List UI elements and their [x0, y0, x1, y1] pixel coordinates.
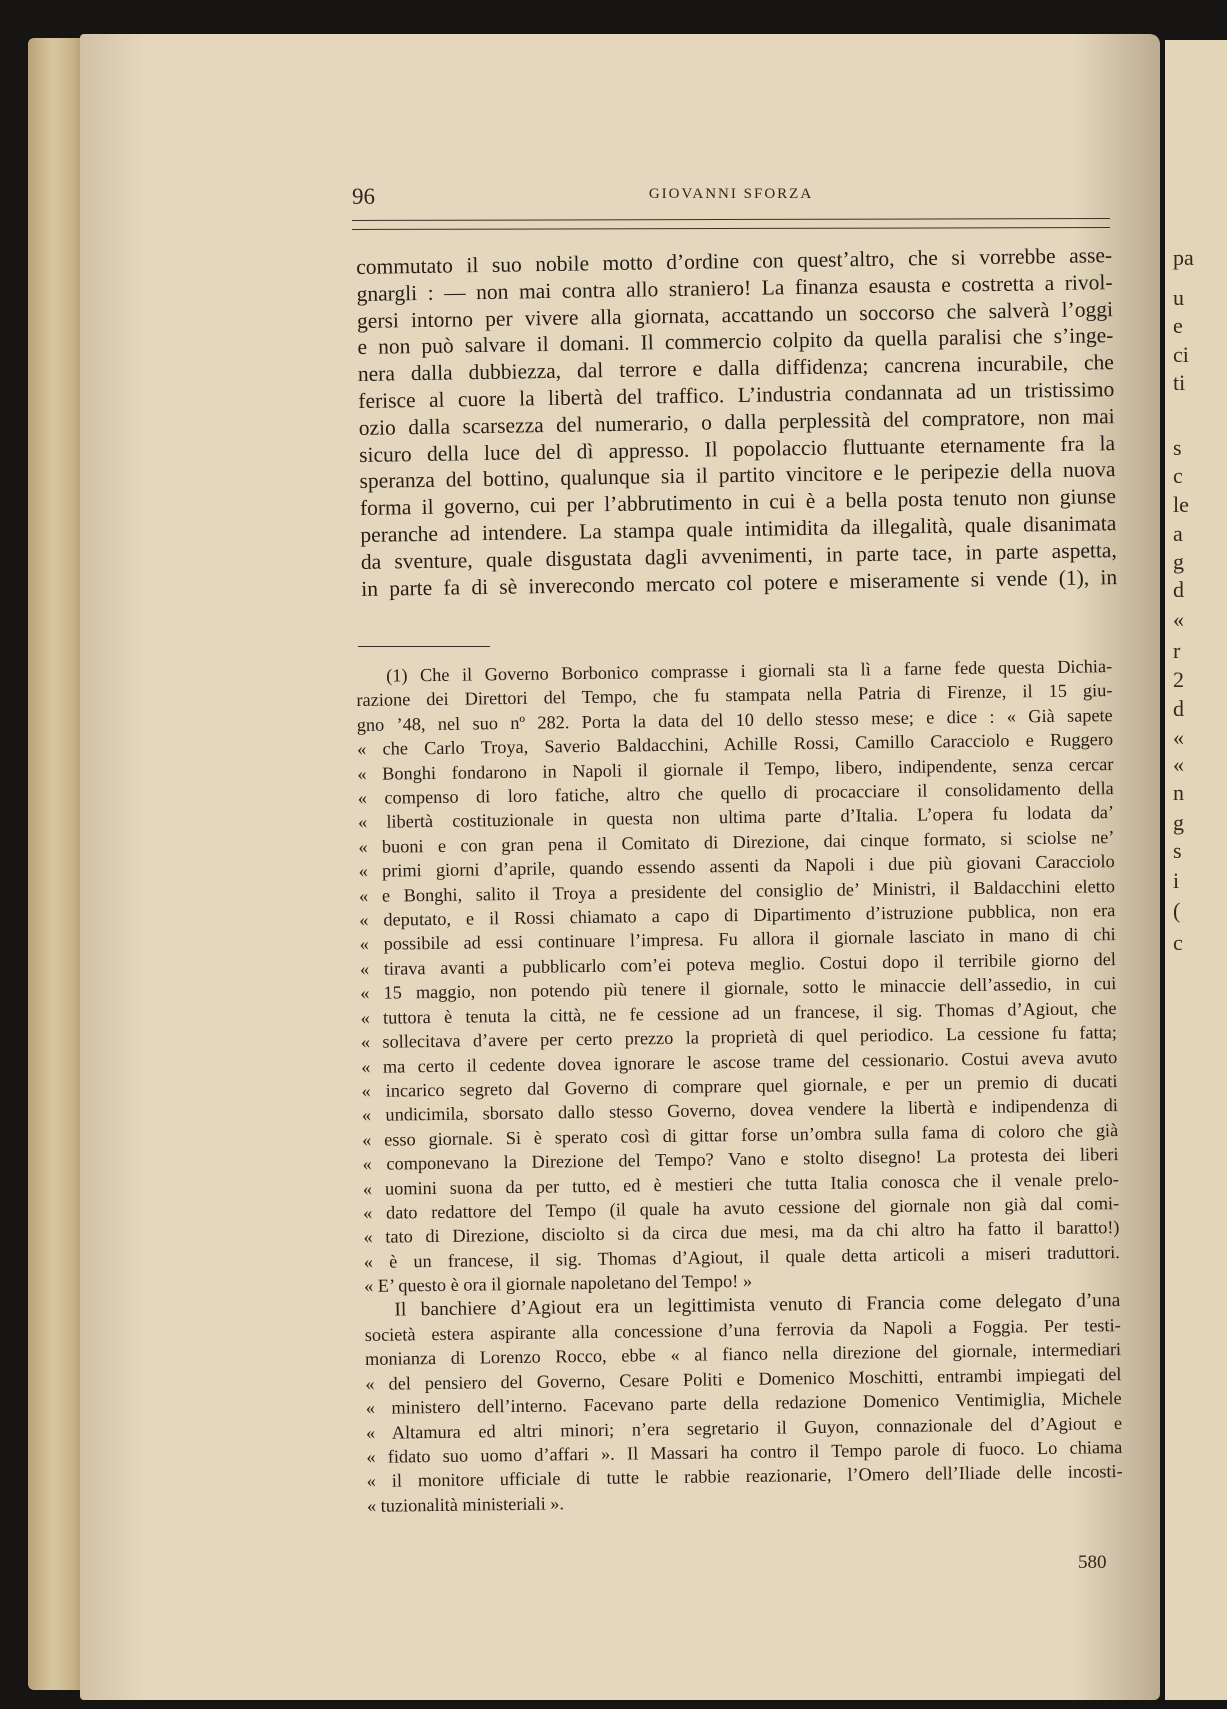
- text-line: gnargli : — non mai contra allo straniero! La finanza esausta e costretta a rivol-: [356, 269, 1113, 306]
- footnote-line: « ma certo il cedente dovea ignorare le ascose trame del cessionario. Costui aveva avuto: [361, 1046, 1118, 1077]
- footnote-line: « che Carlo Troya, Saverio Baldacchini, Achille Rossi, Camillo Caracciolo e Ruggero: [356, 729, 1114, 760]
- footnote-line: « sollecitava d’avere per certo prezzo la proprietà di quel periodico. La cessione fu fatta;: [360, 1022, 1118, 1053]
- footnote-line: « 15 maggio, non potendo più tenere il giornale, sotto le minaccie dell’assedio, in cui: [360, 973, 1117, 1004]
- footnote-line: « fidato suo uomo d’affari ». Il Massari ha contro il Tempo parole di fuoco. Lo chiama: [366, 1437, 1123, 1467]
- facing-page-fragment: d: [1173, 696, 1184, 721]
- footnote-line: « deputato, e il Rossi chiamato a capo di Dipartimento d’istruzione pubblica, non era: [359, 900, 1116, 931]
- footnote-line: « e Bonghi, salito il Troya a presidente del consiglio de’ Ministri, il Baldacchini eletto: [358, 875, 1116, 906]
- footnote-line: razione dei Direttori del Tempo, che fu stampata nella Patria di Firenze, il 15 giu-: [356, 680, 1113, 711]
- facing-page-fragment: d: [1173, 577, 1184, 602]
- footnote-line: « E’ questo è ora il giornale napoletano del Tempo! »: [364, 1271, 753, 1297]
- facing-page-fragment: c: [1173, 463, 1183, 488]
- footnote-line: « uomini suona da per tutto, ed è mestieri che tutta Italia conosca che il venale prelo-: [362, 1168, 1119, 1199]
- facing-page-fragment: i: [1173, 868, 1180, 893]
- page-number: 96: [352, 184, 375, 209]
- footnote-line: « tirava avanti a pubblicarlo com’ei poteva meglio. Costui dopo il terribile giorno del: [359, 948, 1117, 979]
- footnote-line: « Bonghi fondarono in Napoli il giornale il Tempo, libero, indipendente, senza cercar: [357, 753, 1114, 784]
- facing-page-fragment: g: [1173, 810, 1184, 835]
- text-line: in parte fa di sè inverecondo mercato col potere e miseramente si vende (1), in: [361, 564, 1118, 601]
- facing-page-fragment: n: [1173, 780, 1184, 805]
- footnote-line: « ministero dell’interno. Facevano parte della redazione Domenico Ventimiglia, Michele: [365, 1388, 1122, 1419]
- footnote-line: « dato redattore del Tempo (il quale ha avuto cessione del giornale non già dal comi-: [363, 1192, 1120, 1223]
- facing-page-edge: [1165, 40, 1227, 1700]
- footnote-line: « il monitore ufficiale di tutte le rabbie reazionarie, l’Omero dell’Iliade delle incosti-: [366, 1461, 1123, 1492]
- footnote-line: « buoni e con gran pena il Comitato di Direzione, dai cinque formato, si sciolse ne’: [358, 826, 1115, 857]
- footnote-rule: [358, 646, 490, 647]
- page-tab-mark: [942, 38, 963, 63]
- facing-page-fragment: c: [1173, 930, 1183, 955]
- facing-page-fragment: pa: [1173, 245, 1194, 270]
- facing-page-fragment: «: [1173, 752, 1184, 777]
- footnote-line: (1) Che il Governo Borbonico comprasse i giornali sta lì a farne fede questa Dichia-: [386, 656, 1113, 686]
- footnote-block: [356, 654, 1123, 1518]
- footnote-line: « tato di Direzione, disciolto si da circa due mesi, ma da chi altro ha fatto il baratto!): [363, 1217, 1120, 1248]
- footnote-line: gno ’48, nel suo nº 282. Porta la data del 10 dello stesso mese; e dice : « Già sapete: [356, 704, 1113, 735]
- facing-page-fragment: a: [1173, 521, 1183, 546]
- facing-page-fragment: u: [1173, 285, 1184, 310]
- text-line: sicuro della luce del dì appresso. Il popolaccio fluttuante eternamente fra la: [358, 430, 1116, 467]
- footnote-line: « compenso di loro fatiche, altro che quello di procacciare il consolidamento della: [357, 778, 1114, 809]
- facing-page-fragment: (: [1173, 898, 1181, 923]
- footnote-line: « è un francese, il sig. Thomas d’Agiout, il quale detta articoli a miseri traduttori.: [363, 1241, 1120, 1272]
- text-line: forma il governo, cui per l’abbrutimento in cui è a bella posta tenuto non giunse: [359, 484, 1117, 521]
- signature-mark: 580: [1078, 1552, 1107, 1573]
- facing-page-fragment: g: [1173, 549, 1184, 574]
- facing-page-fragment: «: [1173, 725, 1184, 750]
- footnote-line: « esso giornale. Si è sperato così di gittar forse un’ombra sulla fama di coloro che già: [362, 1119, 1119, 1150]
- footnote-line: « tuzionalità ministeriali ».: [366, 1493, 565, 1516]
- facing-page-fragment: ti: [1173, 370, 1186, 395]
- footnote-line: « libertà costituzionale in questa non ultima parte d’Italia. L’opera fu lodata da’: [357, 802, 1115, 833]
- facing-page-fragment: le: [1173, 492, 1189, 517]
- footnote-line: Il banchiere d’Agiout era un legittimista venuto di Francia come delegato d’una: [394, 1289, 1121, 1321]
- footnote-line: « possibile ad essi continuare l’impresa. Fu allora il giornale lasciato in mano di chi: [359, 924, 1116, 955]
- footnote-line: « componevano la Direzione del Tempo? Vano e stolto disegno! La protesta dei liberi: [362, 1144, 1119, 1175]
- text-line: nera dalla dubbiezza, dal terrore e dalla diffidenza; cancrena incurabile, che: [357, 350, 1114, 387]
- footnote-line: « tuttora è tenuta la città, ne fe cessione ad un francese, il sig. Thomas d’Agiout, che: [360, 997, 1117, 1028]
- running-head: GIOVANNI SFORZA: [648, 186, 814, 202]
- footnote-line: società estera aspirante alla concessione d’una ferrovia da Napoli a Foggia. Per testi-: [364, 1315, 1121, 1345]
- text-line: gersi intorno per vivere alla giornata, accattando un soccorso che salverà l’oggi: [356, 296, 1114, 333]
- facing-page-fragment: s: [1173, 838, 1182, 863]
- text-line: commutato il suo nobile motto d’ordine con quest’altro, che si vorrebbe asse-: [356, 243, 1113, 279]
- footnote-line: « del pensiero del Governo, Cesare Politi e Domenico Moschitti, entrambi impiegati del: [365, 1363, 1122, 1394]
- facing-page-fragment: r: [1173, 638, 1181, 663]
- facing-page-fragment: «: [1173, 607, 1184, 632]
- facing-page-fragment: e: [1173, 313, 1183, 338]
- facing-page-fragment: ci: [1173, 342, 1189, 367]
- footnote-line: « undicimila, sborsato dallo stesso Governo, dovea vendere la libertà e indipendenza di: [361, 1095, 1118, 1126]
- footnote-line: monianza di Lorenzo Rocco, ebbe « al fianco nella direzione del giornale, intermediari: [364, 1339, 1122, 1370]
- header-rule: [352, 218, 1110, 230]
- text-line: e non può salvare il domani. Il commercio colpito da quella paralisi che s’inge-: [357, 323, 1114, 360]
- text-line: speranza del bottino, qualunque sia il partito vincitore e le peripezie della nuova: [359, 457, 1116, 494]
- page-header: [352, 178, 1110, 218]
- text-line: peranche ad intendere. La stampa quale intimidita da illegalità, quale disanimata: [360, 511, 1117, 547]
- facing-page-fragment: 2: [1173, 667, 1184, 692]
- facing-page-fragment: s: [1173, 435, 1182, 460]
- footnote-line: « incarico segreto dal Governo di comprare quel giornale, e per un premio di ducati: [361, 1070, 1118, 1101]
- footnote-line: « primi giorni d’aprile, quando essendo assenti da Napoli i due più giovani Caracciolo: [358, 851, 1115, 882]
- text-line: ferisce al cuore la libertà del traffico. L’industria condannata ad un tristissimo: [358, 377, 1115, 413]
- text-line: ozio dalla scarsezza del numerario, o dalla perplessità del compratore, non mai: [358, 403, 1115, 440]
- text-line: da sventure, quale disgustata dagli avvenimenti, in parte tace, in parte aspetta,: [360, 537, 1117, 574]
- main-text: [356, 242, 1117, 602]
- footnote-line: « Altamura ed altri minori; n’era segretario il Guyon, connazionale del d’Agiout e: [365, 1412, 1123, 1443]
